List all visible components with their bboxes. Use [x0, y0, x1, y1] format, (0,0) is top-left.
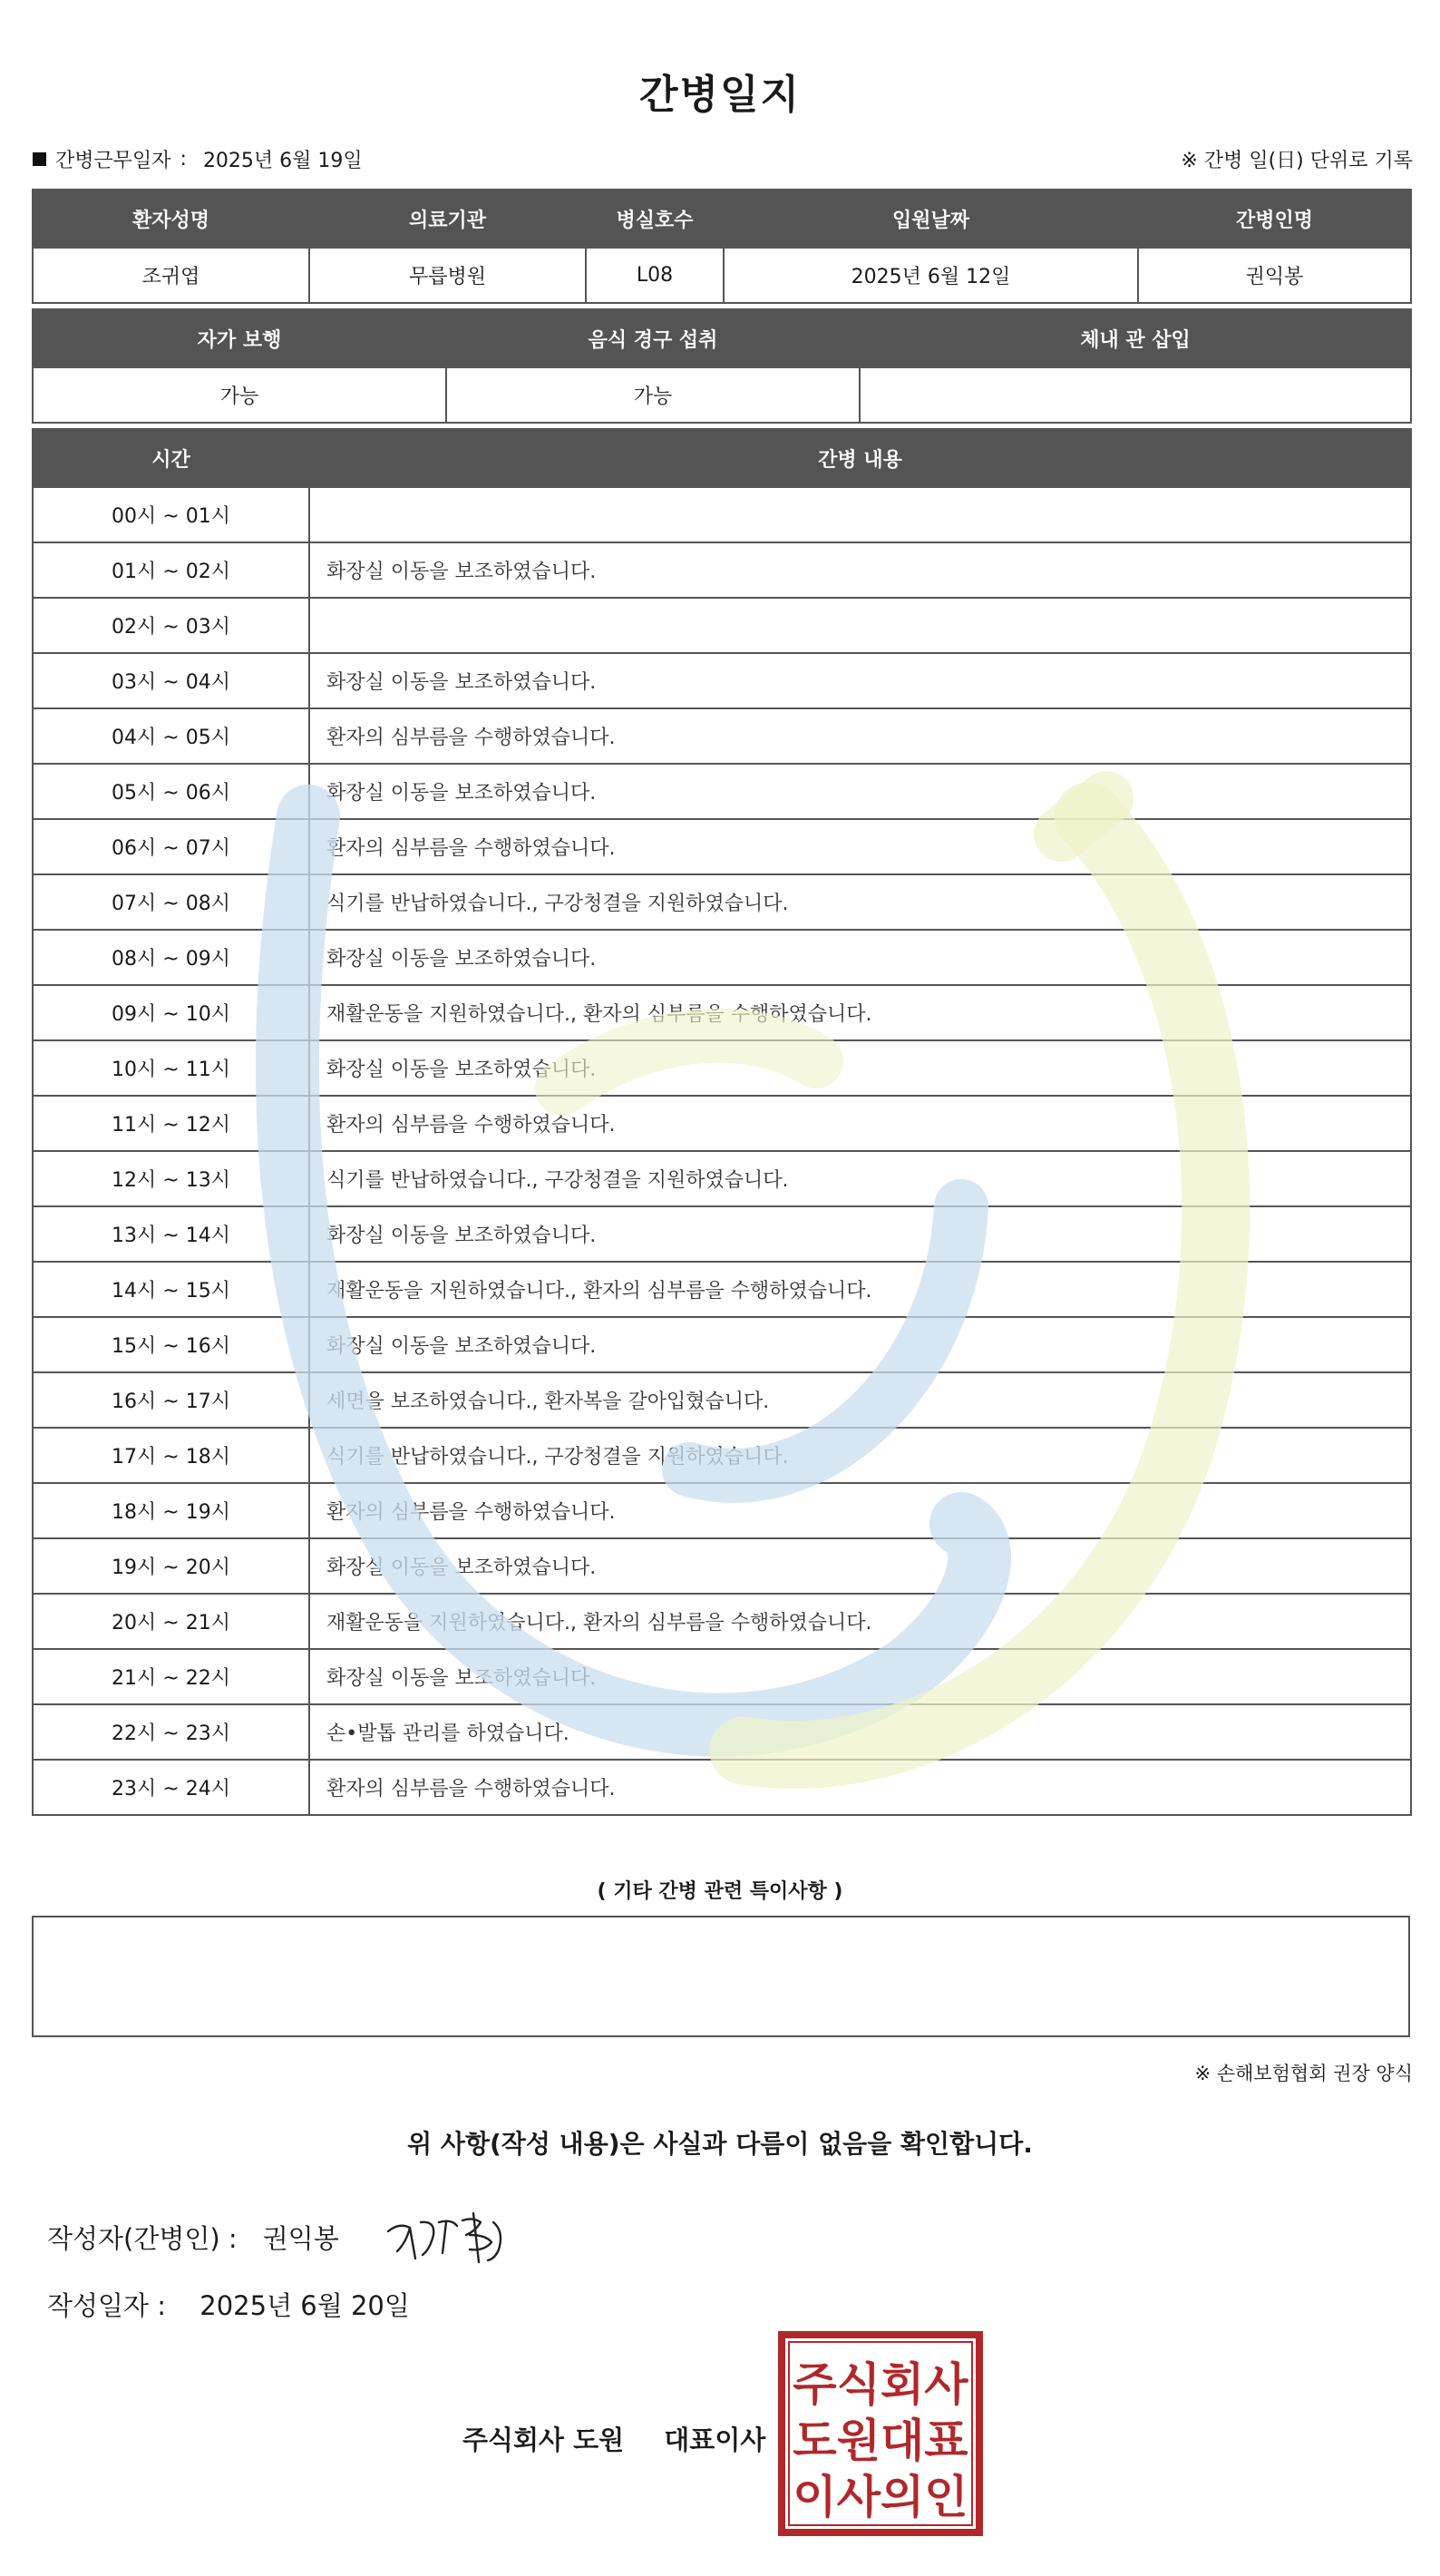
- admission-date: 2025년 6월 12일: [724, 248, 1138, 303]
- log-content: 화장실 이동을 보조하였습니다.: [309, 930, 1411, 985]
- header-care-content: 간병 내용: [309, 429, 1411, 487]
- log-content: 화장실 이동을 보조하였습니다.: [309, 1538, 1411, 1594]
- written-date-line: [47, 2286, 410, 2323]
- log-content: 화장실 이동을 보조하였습니다.: [309, 1206, 1411, 1262]
- log-row: [33, 1372, 1411, 1428]
- log-row: [33, 985, 1411, 1040]
- log-content: 환자의 심부름을 수행하였습니다.: [309, 1096, 1411, 1151]
- header-time: 시간: [33, 429, 309, 487]
- seal-line-2: 도원대표: [793, 2415, 968, 2467]
- log-row: [33, 1428, 1411, 1483]
- writer-line: [47, 2219, 339, 2256]
- log-time: 02시 ~ 03시: [33, 598, 309, 653]
- writer-name: 권익봉: [262, 2223, 339, 2254]
- seal-line-3: 이사의인: [793, 2471, 968, 2523]
- log-time: 06시 ~ 07시: [33, 819, 309, 874]
- log-row: [33, 764, 1411, 819]
- log-time: 23시 ~ 24시: [33, 1760, 309, 1815]
- log-time: 00시 ~ 01시: [33, 487, 309, 542]
- header-patient-name: 환자성명: [33, 190, 309, 248]
- log-time: 21시 ~ 22시: [33, 1649, 309, 1704]
- log-time: 11시 ~ 12시: [33, 1096, 309, 1151]
- log-row: [33, 930, 1411, 985]
- self-walking-value: 가능: [33, 367, 446, 423]
- log-time: 09시 ~ 10시: [33, 985, 309, 1040]
- patient-name: 조귀엽: [33, 248, 309, 303]
- header-room-number: 병실호수: [586, 190, 724, 248]
- footnote: ※ 손해보험협회 권장 양식: [1194, 2063, 1413, 2084]
- log-content: 화장실 이동을 보조하였습니다.: [309, 542, 1411, 598]
- oral-intake-value: 가능: [446, 367, 860, 423]
- patient-info-table: [32, 189, 1412, 304]
- log-row: [33, 1040, 1411, 1096]
- log-time: 10시 ~ 11시: [33, 1040, 309, 1096]
- log-content: 화장실 이동을 보조하였습니다.: [309, 1040, 1411, 1096]
- log-row: [33, 1096, 1411, 1151]
- written-date-value: 2025년 6월 20일: [199, 2290, 410, 2321]
- log-content: 환자의 심부름을 수행하였습니다.: [309, 1483, 1411, 1538]
- header-tube-insertion: 체내 관 삽입: [860, 309, 1411, 367]
- log-time: 14시 ~ 15시: [33, 1262, 309, 1317]
- log-row: [33, 1206, 1411, 1262]
- log-content: [309, 598, 1411, 653]
- log-content: 세면을 보조하였습니다., 환자복을 갈아입혔습니다.: [309, 1372, 1411, 1428]
- log-time: 15시 ~ 16시: [33, 1317, 309, 1372]
- company-line: [462, 2420, 765, 2457]
- log-content: 환자의 심부름을 수행하였습니다.: [309, 1760, 1411, 1815]
- record-note: ※ 간병 일(日) 단위로 기록: [1181, 150, 1413, 172]
- log-time: 08시 ~ 09시: [33, 930, 309, 985]
- room-number: L08: [586, 248, 724, 303]
- log-row: [33, 1538, 1411, 1594]
- bullet-square-icon: [33, 152, 46, 166]
- company-seal-stamp: [776, 2329, 985, 2538]
- log-content: 재활운동을 지원하였습니다., 환자의 심부름을 수행하였습니다.: [309, 1262, 1411, 1317]
- log-row: [33, 1483, 1411, 1538]
- log-row: [33, 1649, 1411, 1704]
- log-content: [309, 487, 1411, 542]
- written-date-label: 작성일자 :: [47, 2290, 167, 2321]
- log-time: 13시 ~ 14시: [33, 1206, 309, 1262]
- log-content: 화장실 이동을 보조하였습니다.: [309, 1649, 1411, 1704]
- work-date-line: [33, 145, 363, 173]
- log-time: 17시 ~ 18시: [33, 1428, 309, 1483]
- representative-title: 대표이사: [664, 2425, 766, 2455]
- log-content: 식기를 반납하였습니다., 구강청결을 지원하였습니다.: [309, 1151, 1411, 1206]
- work-date-value: 2025년 6월 19일: [202, 150, 363, 172]
- log-content: 환자의 심부름을 수행하였습니다.: [309, 819, 1411, 874]
- company-name: 주식회사 도원: [462, 2425, 625, 2455]
- log-time: 16시 ~ 17시: [33, 1372, 309, 1428]
- log-time: 01시 ~ 02시: [33, 542, 309, 598]
- work-date-colon: :: [180, 148, 187, 171]
- caregiver-name: 권익봉: [1138, 248, 1411, 303]
- log-row: [33, 1594, 1411, 1649]
- log-row: [33, 1704, 1411, 1760]
- log-time: 22시 ~ 23시: [33, 1704, 309, 1760]
- log-time: 05시 ~ 06시: [33, 764, 309, 819]
- care-log-body: [33, 487, 1411, 1815]
- patient-status-table: [32, 308, 1412, 424]
- log-content: 화장실 이동을 보조하였습니다.: [309, 1317, 1411, 1372]
- handwritten-signature: [379, 2195, 533, 2277]
- log-row: [33, 874, 1411, 930]
- log-time: 18시 ~ 19시: [33, 1483, 309, 1538]
- log-time: 20시 ~ 21시: [33, 1594, 309, 1649]
- log-row: [33, 598, 1411, 653]
- notes-title: ( 기타 간병 관련 특이사항 ): [597, 1880, 843, 1903]
- seal-line-1: 주식회사: [793, 2358, 968, 2411]
- log-content: 손•발톱 관리를 하였습니다.: [309, 1704, 1411, 1760]
- log-row: [33, 1317, 1411, 1372]
- header-admission-date: 입원날짜: [724, 190, 1138, 248]
- writer-label: 작성자(간병인) :: [47, 2223, 238, 2254]
- log-row: [33, 653, 1411, 708]
- log-row: [33, 708, 1411, 764]
- log-time: 19시 ~ 20시: [33, 1538, 309, 1594]
- log-content: 식기를 반납하였습니다., 구강청결을 지원하였습니다.: [309, 1428, 1411, 1483]
- log-content: 재활운동을 지원하였습니다., 환자의 심부름을 수행하였습니다.: [309, 1594, 1411, 1649]
- log-row: [33, 542, 1411, 598]
- page-title: 간병일지: [638, 72, 801, 118]
- work-date-label: 간병근무일자: [55, 150, 171, 172]
- log-time: 03시 ~ 04시: [33, 653, 309, 708]
- notes-box: [32, 1916, 1410, 2037]
- log-time: 04시 ~ 05시: [33, 708, 309, 764]
- institution: 무릅병원: [309, 248, 586, 303]
- log-row: [33, 1151, 1411, 1206]
- header-institution: 의료기관: [309, 190, 586, 248]
- log-row: [33, 487, 1411, 542]
- log-time: 07시 ~ 08시: [33, 874, 309, 930]
- log-content: 화장실 이동을 보조하였습니다.: [309, 653, 1411, 708]
- log-row: [33, 1760, 1411, 1815]
- log-content: 식기를 반납하였습니다., 구강청결을 지원하였습니다.: [309, 874, 1411, 930]
- log-row: [33, 819, 1411, 874]
- log-row: [33, 1262, 1411, 1317]
- log-content: 재활운동을 지원하였습니다., 환자의 심부름을 수행하였습니다.: [309, 985, 1411, 1040]
- confirmation-statement: 위 사항(작성 내용)은 사실과 다름이 없음을 확인합니다.: [407, 2129, 1033, 2159]
- log-content: 환자의 심부름을 수행하였습니다.: [309, 708, 1411, 764]
- tube-insertion-value: [860, 367, 1411, 423]
- header-caregiver-name: 간병인명: [1138, 190, 1411, 248]
- log-time: 12시 ~ 13시: [33, 1151, 309, 1206]
- header-self-walking: 자가 보행: [33, 309, 446, 367]
- care-log-table: [32, 428, 1412, 1816]
- log-content: 화장실 이동을 보조하였습니다.: [309, 764, 1411, 819]
- header-oral-intake: 음식 경구 섭취: [446, 309, 860, 367]
